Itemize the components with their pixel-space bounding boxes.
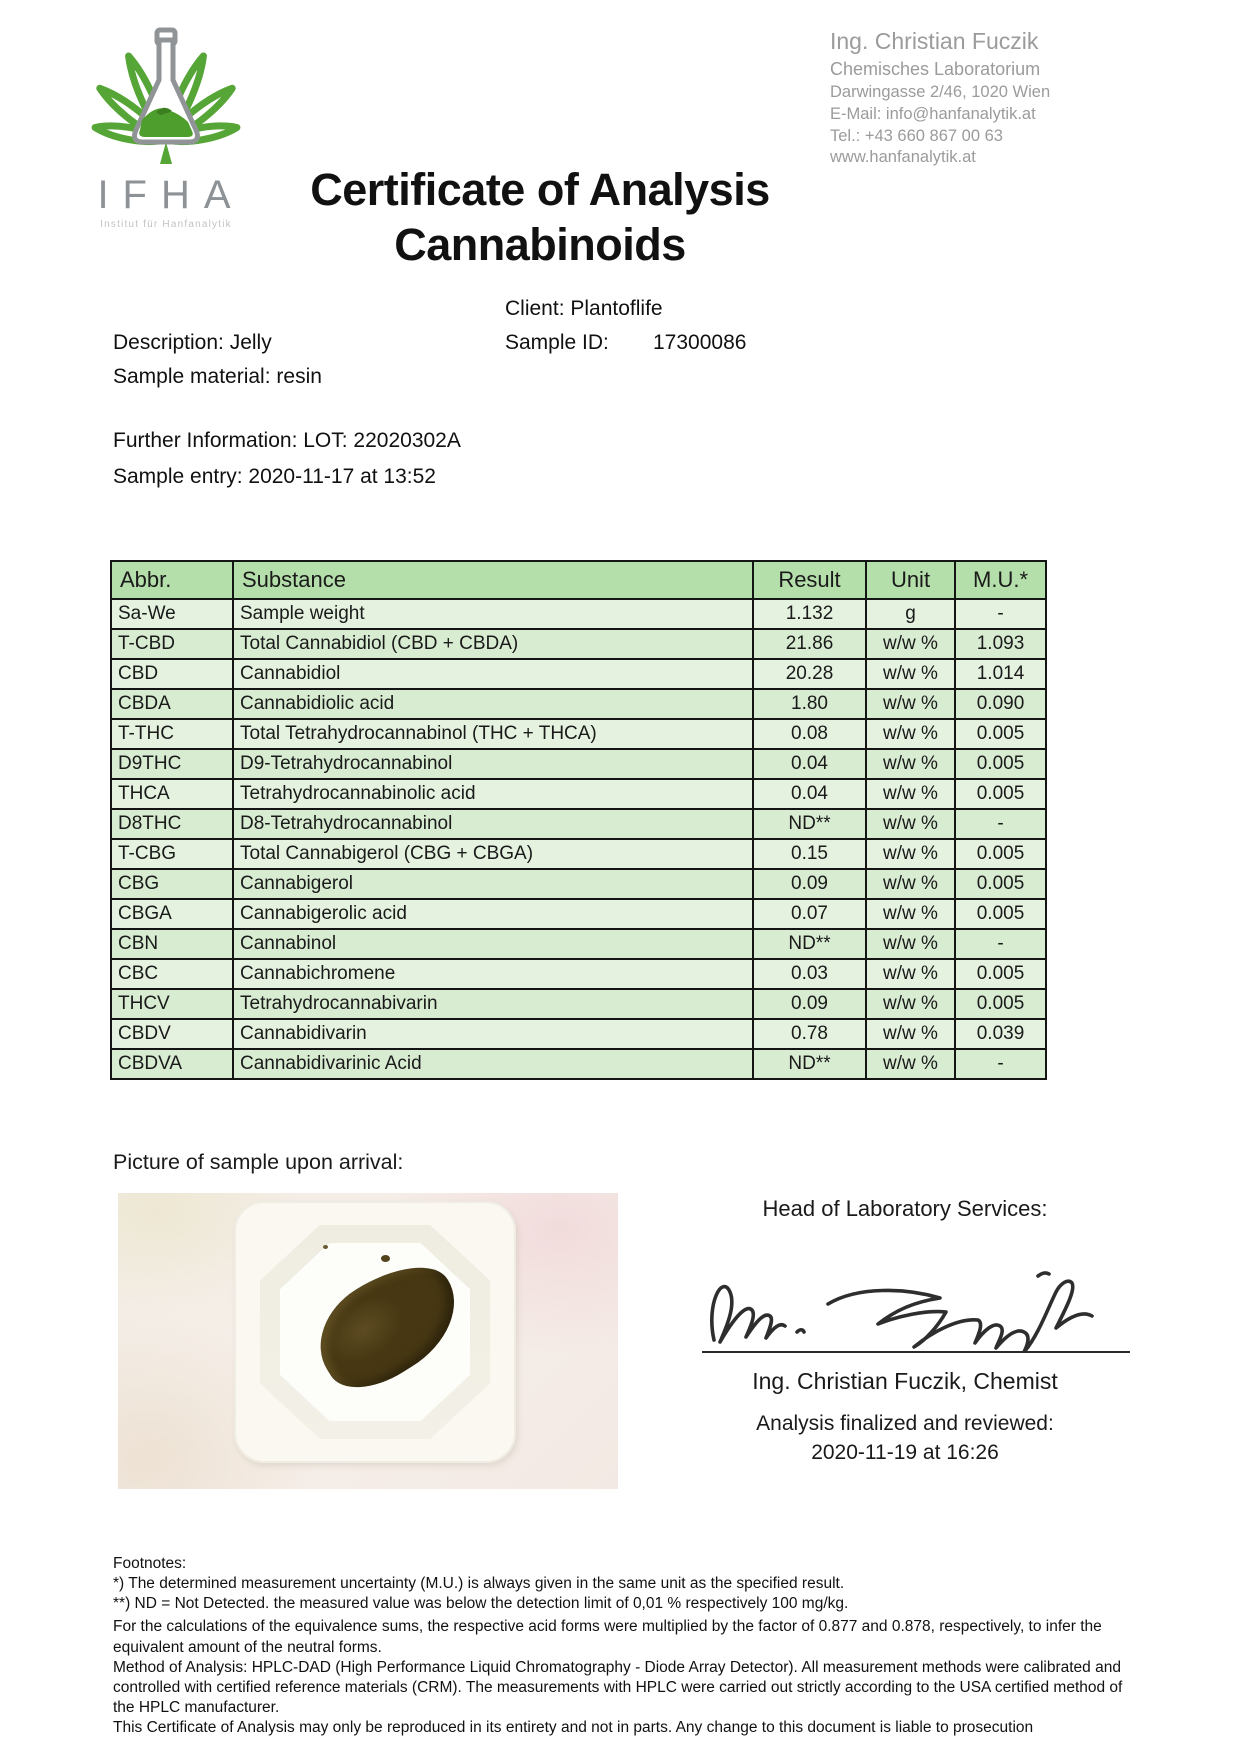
table-cell: 0.005 [955,779,1046,809]
sample-id-label: Sample ID: [505,331,609,354]
footnotes-block [113,1554,1137,1738]
table-cell: 0.090 [955,689,1046,719]
table-cell: CBGA [111,899,233,929]
signature-heading: Head of Laboratory Services: [762,1196,1048,1221]
table-cell: w/w % [866,1019,955,1049]
table-cell: 0.04 [753,779,866,809]
table-cell: w/w % [866,809,955,839]
table-cell: g [866,599,955,629]
table-cell: w/w % [866,989,955,1019]
table-cell: Cannabidivarinic Acid [233,1049,753,1079]
table-cell: 21.86 [753,629,866,659]
table-row [111,779,1046,809]
lab-contact-address: Darwingasse 2/46, 1020 Wien [830,83,1051,101]
table-cell: 0.005 [955,749,1046,779]
col-header-mu: M.U.* [955,561,1046,599]
signature-line [702,1351,1130,1353]
description-line: Description: Jelly [113,331,272,354]
footnote-nd: **) ND = Not Detected. the measured value was below the detection limit of 0,01 % respectively 100 mg/kg. [113,1595,849,1613]
table-row [111,959,1046,989]
finalized-date: 2020-11-19 at 16:26 [811,1441,999,1464]
table-row [111,899,1046,929]
table-cell: CBN [111,929,233,959]
col-header-result: Result [753,561,866,599]
signature-icon [700,1252,1130,1352]
col-header-abbr: Abbr. [111,561,233,599]
table-cell: w/w % [866,899,955,929]
table-cell: 0.005 [955,869,1046,899]
table-cell: Total Cannabidiol (CBD + CBDA) [233,629,753,659]
table-cell: 0.005 [955,839,1046,869]
table-cell: w/w % [866,659,955,689]
sample-entry-line: Sample entry: 2020-11-17 at 13:52 [113,465,436,488]
table-cell: Total Tetrahydrocannabinol (THC + THCA) [233,719,753,749]
table-cell: 0.08 [753,719,866,749]
results-table [110,560,1047,1080]
signer-name: Ing. Christian Fuczik, Chemist [752,1368,1058,1394]
lab-contact-name: Ing. Christian Fuczik [830,28,1039,54]
table-cell: Cannabidivarin [233,1019,753,1049]
table-cell: 0.039 [955,1019,1046,1049]
table-cell: - [955,809,1046,839]
table-cell: w/w % [866,839,955,869]
table-cell: Tetrahydrocannabinolic acid [233,779,753,809]
table-cell: 20.28 [753,659,866,689]
logo-acronym: IFHA [97,173,245,217]
table-cell: 0.005 [955,959,1046,989]
table-cell: ND** [753,809,866,839]
table-row [111,749,1046,779]
lab-contact-department: Chemisches Laboratorium [830,59,1041,79]
table-cell: CBDA [111,689,233,719]
table-cell: D9-Tetrahydrocannabinol [233,749,753,779]
lab-contact-website: www.hanfanalytik.at [830,148,976,167]
page-title-line2: Cannabinoids [394,219,686,271]
table-cell: Cannabigerol [233,869,753,899]
results-table-body [111,599,1046,1079]
table-row [111,599,1046,629]
table-row [111,869,1046,899]
table-cell: ND** [753,929,866,959]
table-cell: CBD [111,659,233,689]
table-cell: ND** [753,1049,866,1079]
table-cell: Sa-We [111,599,233,629]
table-cell: T-CBG [111,839,233,869]
table-cell: w/w % [866,959,955,989]
table-cell: w/w % [866,869,955,899]
table-row [111,1049,1046,1079]
table-row [111,659,1046,689]
table-cell: 1.80 [753,689,866,719]
table-cell: 0.005 [955,989,1046,1019]
table-cell: 1.093 [955,629,1046,659]
table-cell: CBDVA [111,1049,233,1079]
table-row [111,989,1046,1019]
table-cell: THCV [111,989,233,1019]
table-row [111,629,1046,659]
footnote-reproduction: This Certificate of Analysis may only be reproduced in its entirety and not in parts. Any change to this document is liable to prosecution [113,1719,1034,1737]
logo-subtitle: Institut für Hanfanalytik [100,219,232,230]
footnotes-heading: Footnotes: [113,1555,187,1572]
table-cell: D8-Tetrahydrocannabinol [233,809,753,839]
finalized-label: Analysis finalized and reviewed: [756,1412,1054,1435]
footnote-mu: *) The determined measurement uncertainty (M.U.) is always given in the same unit as the specified result. [113,1575,845,1593]
table-cell: 0.005 [955,899,1046,929]
table-cell: Tetrahydrocannabivarin [233,989,753,1019]
page-title-line1: Certificate of Analysis [310,164,770,215]
table-cell: D8THC [111,809,233,839]
table-row [111,929,1046,959]
table-cell: Cannabichromene [233,959,753,989]
table-cell: D9THC [111,749,233,779]
table-cell: 1.014 [955,659,1046,689]
table-cell: - [955,1049,1046,1079]
table-cell: CBDV [111,1019,233,1049]
page-title [140,162,940,273]
table-cell: 0.15 [753,839,866,869]
table-cell: 0.005 [955,719,1046,749]
table-cell: - [955,599,1046,629]
lab-contact-block [830,28,1230,169]
sample-material-line: Sample material: resin [113,365,322,388]
lab-contact-email: E-Mail: info@hanfanalytik.at [830,104,1036,123]
table-cell: - [955,929,1046,959]
table-cell: T-CBD [111,629,233,659]
table-cell: Sample weight [233,599,753,629]
table-row [111,839,1046,869]
table-cell: Cannabidiolic acid [233,689,753,719]
table-cell: 0.04 [753,749,866,779]
client-line: Client: Plantoflife [505,297,663,320]
footnote-method: Method of Analysis: HPLC-DAD (High Performance Liquid Chromatography - Diode Array Detector). All measurement methods were calibrated and controlled with certified reference materials (CRM). The measurements with HPLC were carried out strictly according to the USA certified method of the HPLC manufacturer. [113,1658,1123,1716]
table-cell: 0.09 [753,869,866,899]
col-header-unit: Unit [866,561,955,599]
table-cell: 0.07 [753,899,866,929]
table-cell: 0.78 [753,1019,866,1049]
table-cell: w/w % [866,689,955,719]
col-header-substance: Substance [233,561,753,599]
table-header-row [111,561,1046,599]
table-cell: w/w % [866,719,955,749]
lab-contact-phone: Tel.: +43 660 867 00 63 [830,126,1003,145]
sample-id-value: 17300086 [653,331,747,354]
table-row [111,689,1046,719]
further-information-line: Further Information: LOT: 22020302A [113,429,461,452]
table-cell: w/w % [866,629,955,659]
hemp-leaf-flask-icon [86,22,246,172]
table-cell: CBG [111,869,233,899]
table-cell: w/w % [866,929,955,959]
table-cell: Total Cannabigerol (CBG + CBGA) [233,839,753,869]
table-cell: THCA [111,779,233,809]
table-cell: Cannabigerolic acid [233,899,753,929]
table-row [111,809,1046,839]
table-cell: w/w % [866,749,955,779]
table-row [111,719,1046,749]
table-cell: CBC [111,959,233,989]
table-cell: w/w % [866,1049,955,1079]
sample-photo [118,1193,618,1489]
table-cell: 0.09 [753,989,866,1019]
table-cell: 0.03 [753,959,866,989]
table-cell: T-THC [111,719,233,749]
footnote-equivalence: For the calculations of the equivalence sums, the respective acid forms were multiplied by the factor of 0.877 and 0.878, respectively, to infer the equivalent amount of the neutral forms. [113,1618,1102,1656]
table-cell: w/w % [866,779,955,809]
table-cell: Cannabidiol [233,659,753,689]
table-cell: 1.132 [753,599,866,629]
picture-label: Picture of sample upon arrival: [113,1150,404,1174]
table-row [111,1019,1046,1049]
table-cell: Cannabinol [233,929,753,959]
